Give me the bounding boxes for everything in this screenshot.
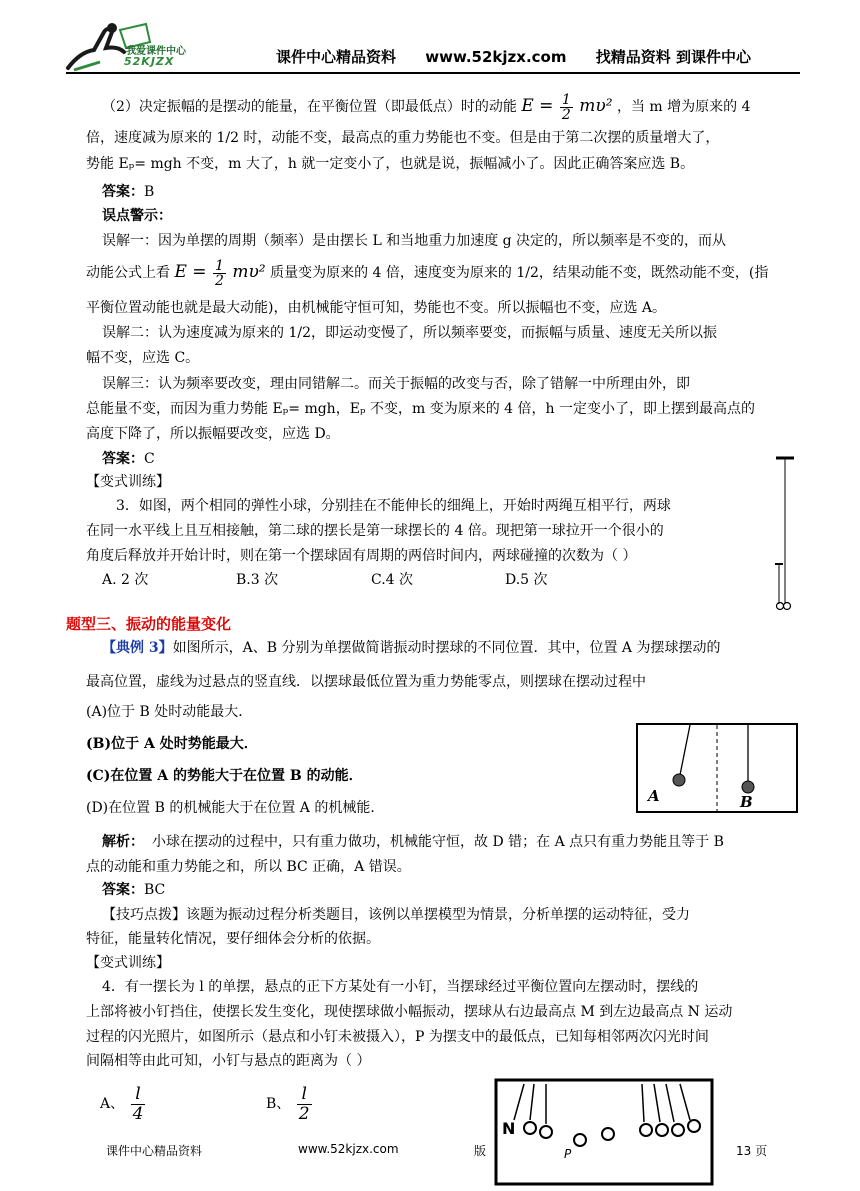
variant-training-1: 【变式训练】 bbox=[86, 474, 170, 490]
answer-2 bbox=[102, 449, 155, 469]
answer-label: 答案： bbox=[102, 882, 144, 898]
analysis-label: 解析： bbox=[102, 834, 144, 850]
fraction-den: 2 bbox=[298, 1103, 310, 1124]
m3-line1: 误解三：认为频率要改变，理由同错解二。而关于振幅的改变与否，除了错解一中所理由外，即 bbox=[102, 376, 690, 392]
m2-line1: 误解二：认为速度减为原来的 1/2，即运动变慢了，所以频率要变，而振幅与质量、速度无关所以振 bbox=[102, 325, 717, 341]
q3-option-b: B.3 次 bbox=[236, 572, 279, 588]
footer-page: 13 页 bbox=[736, 1144, 768, 1158]
figure-label-a: A bbox=[648, 787, 660, 805]
analysis-line2: 点的动能和重力势能之和，所以 BC 正确，A 错误。 bbox=[86, 859, 411, 875]
m1-line3: 平衡位置动能也就是最大动能)，由机械能守恒可知，势能也不变。所以振幅也不变，应选 A。 bbox=[86, 300, 667, 316]
q4-option-a-fraction bbox=[131, 1085, 146, 1124]
header-rule bbox=[66, 72, 800, 74]
q3-option-c: C.4 次 bbox=[371, 572, 414, 588]
example-3-option-a: (A)位于 B 处时动能最大． bbox=[86, 704, 253, 720]
example-3-text: 如图所示，A、B 分别为单摆做简谐振动时摆球的不同位置．其中，位置 A 为摆球摆动的 bbox=[172, 640, 721, 656]
flash-photo-figure bbox=[494, 1076, 716, 1188]
m3-line3: 高度下降了，所以振幅要改变，应选 D。 bbox=[86, 426, 340, 442]
figure-label-b: B bbox=[740, 793, 753, 811]
q4-option-a-label: A、 bbox=[100, 1096, 125, 1112]
m1-line2-end: 质量变为原来的 4 倍，速度变为原来的 1/2，结果动能不变，既然动能不变，(指 bbox=[270, 265, 769, 281]
m1-line2-text: 动能公式上看 bbox=[86, 265, 170, 281]
fraction-den: 2 bbox=[214, 272, 224, 289]
answer-3 bbox=[102, 880, 165, 900]
p1-line1 bbox=[102, 92, 751, 122]
example-3-label: 【典例 3】 bbox=[102, 640, 173, 656]
p1-line1-end: ，当 m 增为原来的 4 bbox=[616, 99, 751, 115]
p1-line3: 势能 Eₚ= mgh 不变，m 大了，h 就一定变小了，也就是说，振幅减小了。因此正确答案应选 B。 bbox=[86, 156, 695, 172]
q4-line1: 4．有一摆长为 l 的单摆，悬点的正下方某处有一小钉，当摆球经过平衡位置向左摆动时，摆线的 bbox=[102, 979, 699, 995]
section-3-title: 题型三、振动的能量变化 bbox=[66, 615, 232, 633]
m2-line2: 幅不变，应选 C。 bbox=[86, 350, 200, 366]
logo-text-cn: 我爱课件中心 bbox=[126, 46, 186, 57]
p1-line2: 倍，速度减为原来的 1/2 时，动能不变，最高点的重力势能也不变。但是由于第二次摆的质量增大了， bbox=[86, 130, 720, 146]
q3-line2: 在同一水平线上且互相接触，第二球的摆长是第一球摆长的 4 倍。现把第一球拉开一个很小的 bbox=[86, 523, 664, 539]
q3-option-a: A. 2 次 bbox=[102, 572, 149, 588]
answer-1 bbox=[102, 182, 154, 202]
fraction-num: l bbox=[297, 1085, 312, 1105]
footer-left: 课件中心精品资料 bbox=[106, 1144, 203, 1158]
equation-e: E = bbox=[521, 96, 554, 116]
q4-option-b-fraction bbox=[297, 1085, 312, 1124]
fraction-den: 4 bbox=[132, 1103, 144, 1124]
m3-line2: 总能量不变，而因为重力势能 Eₚ= mgh，Eₚ 不变，m 变为原来的 4 倍，h 一定变小了，即上摆到最高点的 bbox=[86, 401, 755, 417]
m1-line2 bbox=[86, 258, 768, 288]
pendulum-ab-drawing bbox=[638, 725, 796, 811]
answer-label: 答案： bbox=[102, 184, 144, 200]
footer-url: www.52kjzx.com bbox=[298, 1142, 399, 1156]
tip-line2: 特征，能量转化情况，要仔细体会分析的依据。 bbox=[86, 931, 380, 947]
example-3-option-c: (C)在位置 A 的势能大于在位置 B 的动能． bbox=[86, 768, 363, 784]
answer-value: B bbox=[144, 184, 155, 200]
mistake-title: 误点警示： bbox=[102, 208, 172, 224]
svg-text:N: N bbox=[502, 1119, 516, 1138]
footer-copyright: 版 bbox=[474, 1144, 487, 1158]
analysis-text: 小球在摆动的过程中，只有重力做功，机械能守恒，故 D 错；在 A 点只有重力势能且等于 B bbox=[152, 834, 724, 850]
header-item-1: 课件中心精品资料 bbox=[276, 48, 397, 66]
p1-line1-text: （2）决定振幅的是摆动的能量，在平衡位置（即最低点）时的动能 bbox=[102, 99, 517, 115]
q4-line4: 间隔相等由此可知，小钉与悬点的距离为（ ） bbox=[86, 1053, 371, 1069]
q4-option-a bbox=[100, 1082, 147, 1126]
example-3-option-d: (D)在位置 B 的机械能大于在位置 A 的机械能． bbox=[86, 800, 385, 816]
tip-label: 【技巧点拨】 bbox=[102, 907, 186, 923]
example-3-line1 bbox=[102, 638, 720, 658]
variant-training-2: 【变式训练】 bbox=[86, 955, 170, 971]
fraction-den: 2 bbox=[561, 106, 571, 123]
svg-text:P: P bbox=[564, 1147, 572, 1161]
q4-line3: 过程的闪光照片，如图所示（悬点和小钉未被摄入），P 为摆支中的最低点，已知每相邻两次闪光时间 bbox=[86, 1029, 709, 1045]
equation-tail-2: mυ² bbox=[232, 262, 266, 282]
header-item-3: 找精品资料 到课件中心 bbox=[595, 48, 751, 66]
tip-line1 bbox=[102, 905, 690, 925]
m1-line1: 误解一：因为单摆的周期（频率）是由摆长 L 和当地重力加速度 g 决定的，所以频率是不变的，而从 bbox=[102, 233, 727, 249]
q4-line2: 上部将被小钉挡住，使摆长发生变化，现使摆球做小幅振动，摆球从右边最高点 M 到左边最高点 N 运动 bbox=[86, 1004, 733, 1020]
fraction-num: l bbox=[131, 1085, 146, 1105]
equation-e-2: E = bbox=[174, 262, 207, 282]
two-pendulum-figure bbox=[770, 452, 800, 612]
q3-line1: 3．如图，两个相同的弹性小球，分别挂在不能伸长的细绳上，开始时两绳互相平行，两球 bbox=[116, 498, 671, 514]
fraction-half bbox=[560, 93, 573, 122]
header-item-2: www.52kjzx.com bbox=[425, 48, 567, 66]
fraction-num: 1 bbox=[561, 91, 571, 108]
equation-tail: mυ² bbox=[579, 96, 613, 116]
q4-option-b-label: B、 bbox=[266, 1096, 291, 1112]
pendulum-ab-figure bbox=[636, 723, 798, 813]
answer-value: C bbox=[144, 451, 155, 467]
q4-option-b bbox=[266, 1082, 314, 1126]
q3-line3: 角度后释放并开始计时，则在第一个摆球固有周期的两倍时间内，两球碰撞的次数为（ ） bbox=[86, 548, 637, 564]
example-3-option-b: (B)位于 A 处时势能最大． bbox=[86, 736, 258, 752]
answer-value: BC bbox=[144, 882, 166, 898]
answer-label: 答案： bbox=[102, 451, 144, 467]
fraction-half-2 bbox=[213, 259, 226, 288]
tip-text: 该题为振动过程分析类题目，该例以单摆模型为情景，分析单摆的运动特征，受力 bbox=[186, 907, 690, 923]
header-slogan bbox=[276, 46, 769, 67]
q3-option-d: D.5 次 bbox=[505, 572, 548, 588]
analysis-line1 bbox=[102, 832, 724, 852]
fraction-num: 1 bbox=[214, 257, 224, 274]
logo-text-en: 52KJZX bbox=[124, 55, 175, 68]
example-3-line2: 最高位置，虚线为过悬点的竖直线．以摆球最低位置为重力势能零点，则摆球在摆动过程中 bbox=[86, 674, 646, 690]
